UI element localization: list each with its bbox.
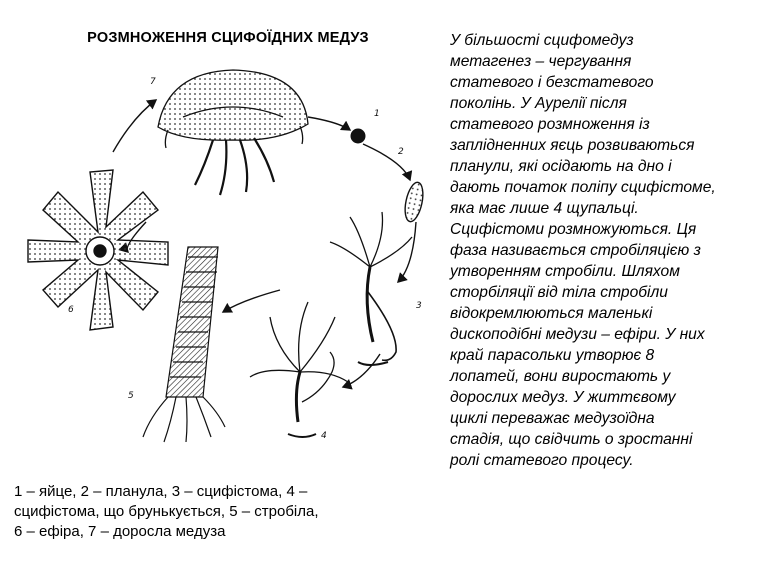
text-line: планули, які осідають на дно і: [450, 158, 672, 175]
caption-line: 6 – ефіра, 7 – доросла медуза: [14, 523, 226, 540]
text-line: статевого розмноження із: [450, 116, 650, 133]
ephyra-figure: [28, 170, 168, 330]
planula-figure: [402, 181, 426, 223]
arrow-ephyra-to-medusa: [113, 100, 156, 152]
caption-line: 1 – яйце, 2 – планула, 3 – сцифістома, 4 –: [14, 483, 308, 500]
text-line: фаза називається стробіляцією з: [450, 242, 701, 259]
text-line: стадія, що свідчить о зростанні: [450, 431, 693, 448]
text-line: край парасольки утворює 8: [450, 347, 655, 364]
text-line: відокремлюються маленькі: [450, 305, 653, 322]
text-line: дископодібні медузи – ефіри. У них: [450, 326, 705, 343]
figure-label-5: 5: [128, 391, 134, 401]
text-line: дають початок поліпу сцифістоме,: [450, 179, 716, 196]
text-line: дорослих медуз. У життєвому: [450, 389, 676, 406]
description-text: [450, 30, 768, 471]
text-line: утворенням стробіли. Шляхом: [450, 263, 680, 280]
text-line: заплідненних яєць розвиваються: [450, 137, 695, 154]
text-line: циклі переважає медузоїдна: [450, 410, 655, 427]
text-line: лопатей, вони виростають у: [450, 368, 671, 385]
caption-line: сцифістома, що брунькується, 5 – стробіла,: [14, 503, 319, 520]
figure-label-7: 7: [150, 77, 156, 87]
page-title: РОЗМНОЖЕННЯ СЦИФОЇДНИХ МЕДУЗ: [87, 30, 369, 46]
budding-scyphistoma-figure: [250, 302, 348, 437]
medusa-bell: [158, 70, 308, 140]
life-cycle-diagram: [18, 62, 448, 482]
text-line: метагенез – чергування: [450, 53, 632, 70]
arrow-planula-to-scyphistoma: [398, 222, 416, 282]
text-line: статевого і безстатевого: [450, 74, 654, 91]
text-line: У більшості сцифомедуз: [450, 32, 634, 49]
figure-caption: [14, 482, 414, 542]
figure-label-1: 1: [374, 109, 380, 119]
arrow-budding-to-strobila: [223, 290, 280, 312]
egg-figure: [351, 129, 365, 143]
strobila-figure: [143, 247, 225, 442]
medusa-oral-arms: [195, 138, 274, 195]
figure-label-3: 3: [416, 301, 422, 311]
text-line: сторбіляції від тіла стробіли: [450, 284, 668, 301]
arrow-scyphistoma-to-budding: [343, 354, 380, 387]
figure-label-6: 6: [68, 305, 74, 315]
figure-label-2: 2: [398, 147, 404, 157]
arrow-medusa-to-egg: [308, 117, 350, 130]
text-line: поколінь. У Аурелії після: [450, 95, 627, 112]
adult-medusa-figure: [158, 70, 308, 195]
text-line: Сцифістоми розмножуються. Ця: [450, 221, 697, 238]
text-line: яка має лише 4 щупальці.: [450, 200, 639, 217]
text-line: ролі статевого процесу.: [450, 452, 634, 469]
scyphistoma-figure: [330, 212, 412, 365]
figure-label-4: 4: [321, 431, 327, 441]
